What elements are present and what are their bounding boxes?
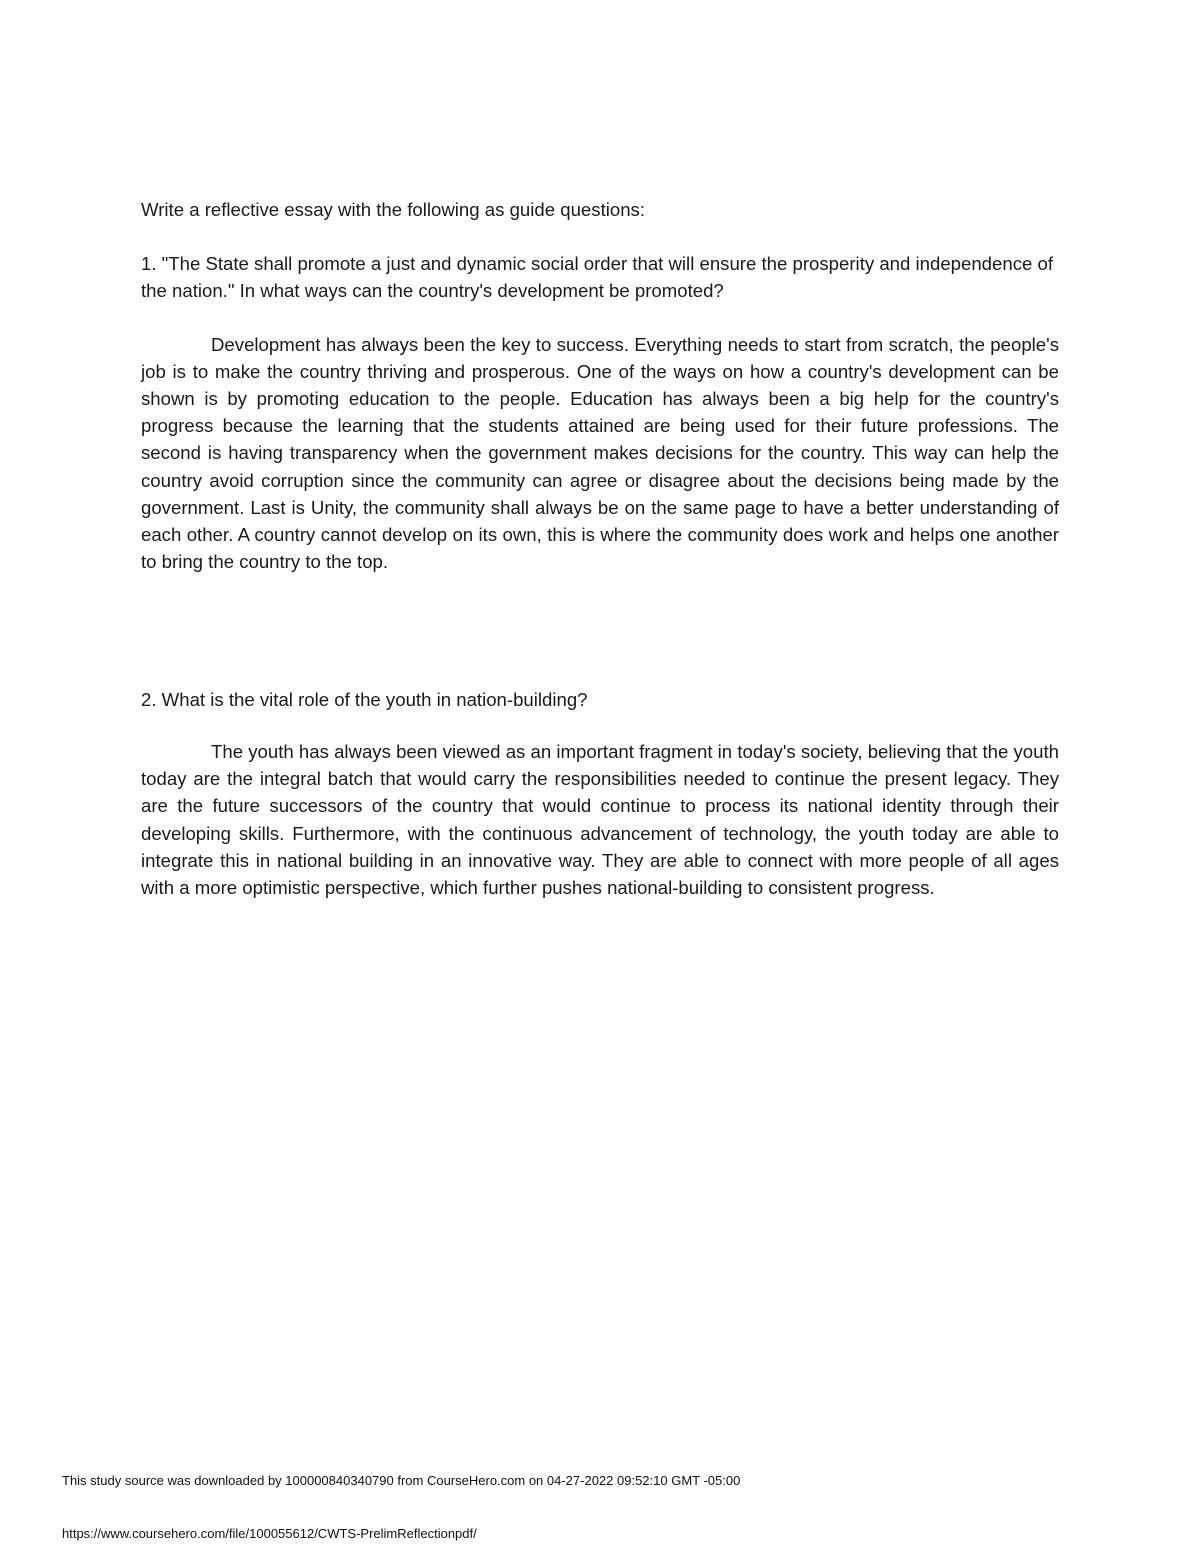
question-2: 2. What is the vital role of the youth in nation-building? — [141, 689, 588, 710]
essay-instruction: Write a reflective essay with the following as guide questions: — [141, 199, 646, 220]
answer-2: The youth has always been viewed as an important fragment in today's society, believing that the youth today are the integral batch that would carry the responsibilities needed to continue the present legacy. They are the future successors of the country that would continue to process its national identity through their developing skills. Furthermore, with the continuous advancement of technology, the youth today are able to integrate this in national building in an innovative way. They are able to connect with more people of all ages with a more optimistic perspective, which further pushes national-building to consistent progress. — [141, 741, 1059, 899]
essay-content — [141, 196, 1059, 899]
download-source-note: This study source was downloaded by 100000840340790 from CourseHero.com on 04-27-2022 09:52:10 GMT -05:00 — [62, 1473, 741, 1488]
question-1: 1. "The State shall promote a just and dynamic social order that will ensure the prosperity and independence of the nation." In what ways can the country's development be promoted? — [141, 253, 1054, 302]
source-url-link[interactable]: https://www.coursehero.com/file/100055612/CWTS-PrelimReflectionpdf/ — [62, 1526, 477, 1541]
answer-1: Development has always been the key to success. Everything needs to start from scratch, the people's job is to make the country thriving and prosperous. One of the ways on how a country's development can be shown is by promoting education to the people. Education has always been a big help for the country's progress because the learning that the students attained are being used for their future professions. The second is having transparency when the government makes decisions for the country. This way can help the country avoid corruption since the community can agree or disagree about the decisions being made by the government. Last is Unity, the community shall always be on the same page to have a better understanding of each other. A country cannot develop on its own, this is where the community does work and helps one another to bring the country to the top. — [141, 333, 1059, 573]
